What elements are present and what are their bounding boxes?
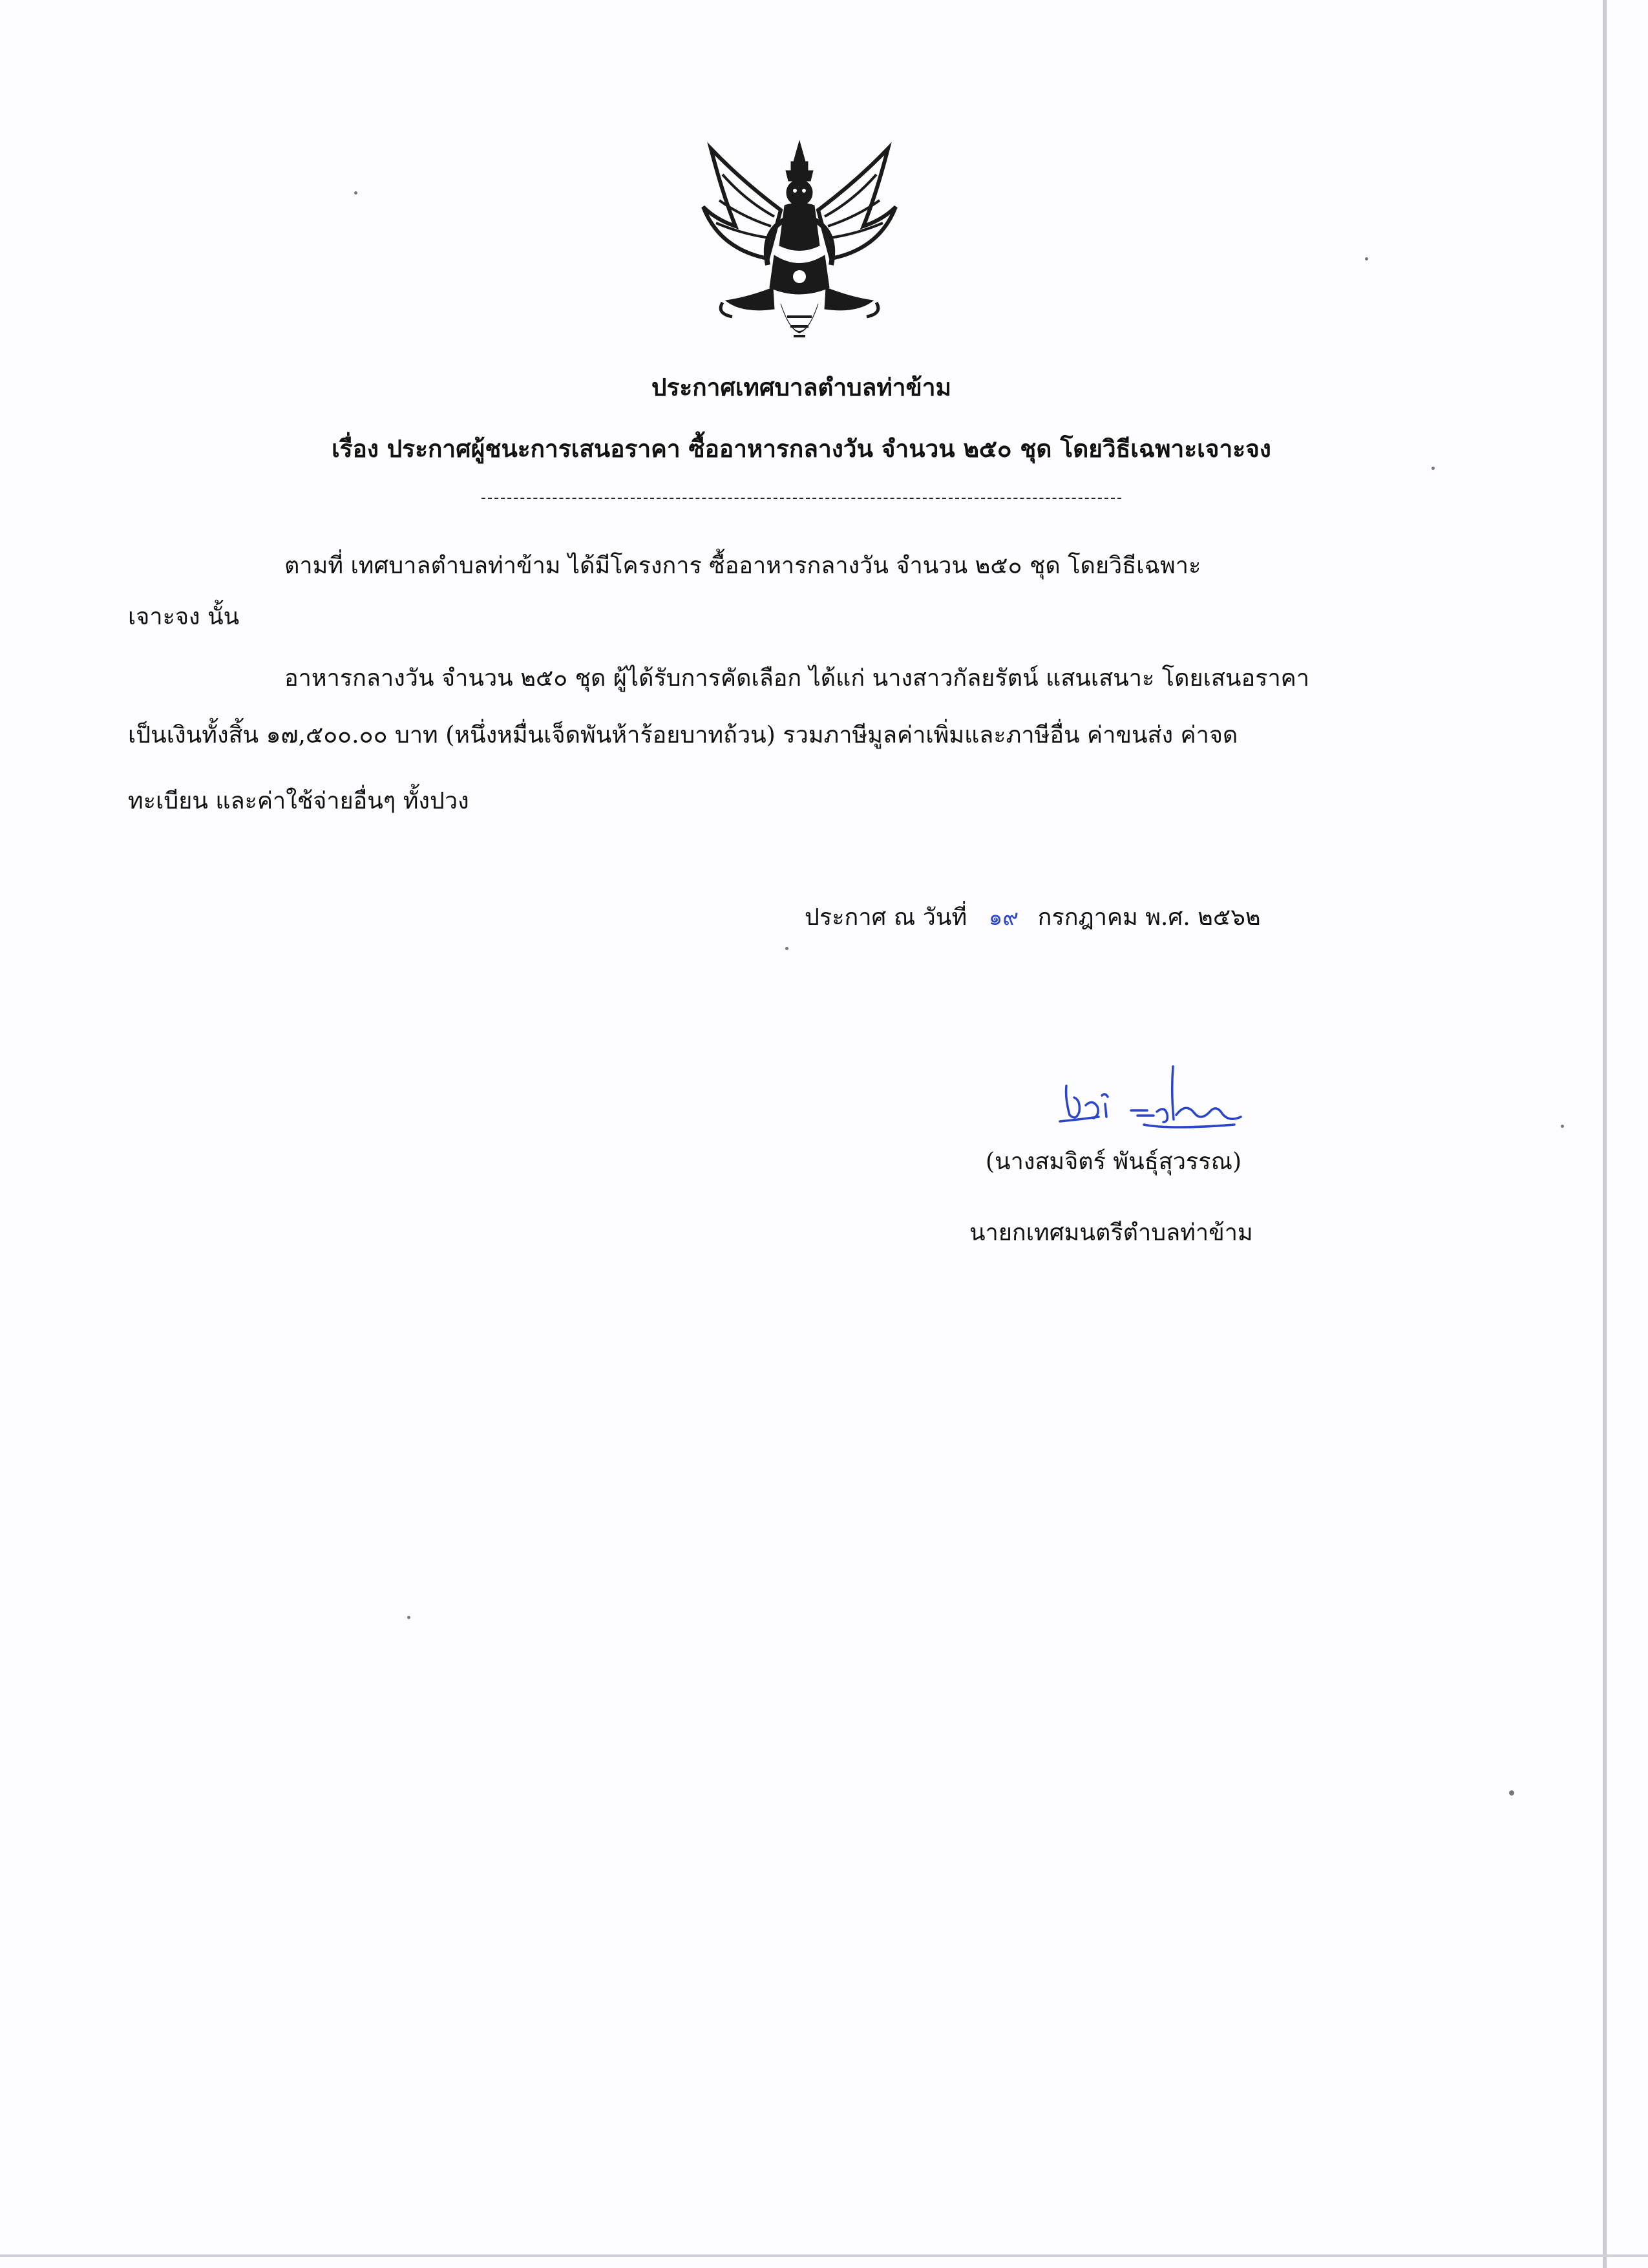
scan-speck	[785, 947, 788, 950]
paragraph-1-line-2: เจาะจง นั้น	[128, 604, 240, 630]
paragraph-2-line-1: อาหารกลางวัน จำนวน ๒๕๐ ชุด ผู้ได้รับการคัดเลือก ได้แก่ นางสาวกัลยรัตน์ แสนเสนาะ โดยเสนอราคา	[284, 665, 1309, 692]
date-day-handwritten: ๑๙	[988, 905, 1019, 931]
garuda-emblem-icon	[697, 136, 902, 359]
signature-icon	[1041, 1060, 1254, 1138]
scan-speck	[1431, 467, 1435, 470]
date-month-year: กรกฎาคม พ.ศ. ๒๕๖๒	[1037, 904, 1261, 931]
announcement-title: ประกาศเทศบาลตำบลท่าข้าม	[651, 373, 951, 401]
dashed-divider	[481, 498, 1121, 499]
scan-edge-bottom	[0, 2254, 1648, 2257]
scan-speck	[1561, 1125, 1564, 1128]
signatory-position: นายกเทศมนตรีตำบลท่าข้าม	[969, 1220, 1253, 1246]
scan-speck	[1365, 257, 1368, 260]
scan-speck	[1509, 1790, 1514, 1796]
scan-edge-right	[1603, 0, 1607, 2268]
announcement-subject: เรื่อง ประกาศผู้ชนะการเสนอราคา ซื้ออาหารกลางวัน จำนวน ๒๕๐ ชุด โดยวิธีเฉพาะเจาะจง	[332, 434, 1271, 463]
date-prefix: ประกาศ ณ วันที่	[805, 904, 967, 931]
scan-speck	[407, 1616, 410, 1619]
paragraph-2-line-2: เป็นเงินทั้งสิ้น ๑๗,๕๐๐.๐๐ บาท (หนึ่งหมื่นเจ็ดพันห้าร้อยบาทถ้วน) รวมภาษีมูลค่าเพิ่มและภาษีอื่น ค่าขนส่ง ค่าจด	[128, 722, 1238, 748]
paragraph-2-line-3: ทะเบียน และค่าใช้จ่ายอื่นๆ ทั้งปวง	[128, 788, 469, 814]
announcement-date	[805, 898, 1261, 935]
paragraph-1-line-1: ตามที่ เทศบาลตำบลท่าข้าม ได้มีโครงการ ซื้ออาหารกลางวัน จำนวน ๒๕๐ ชุด โดยวิธีเฉพาะ	[284, 553, 1201, 579]
scan-speck	[354, 191, 357, 195]
signatory-name: (นางสมจิตร์ พันธุ์สุวรรณ)	[986, 1149, 1242, 1175]
